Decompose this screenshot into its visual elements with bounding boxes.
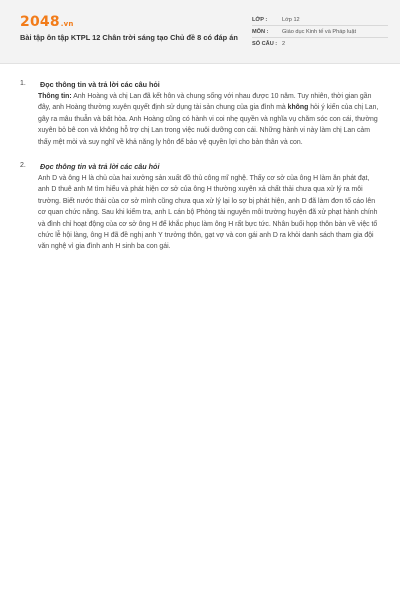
document-header [0, 0, 400, 64]
meta-row-subject [252, 26, 388, 38]
meta-row-question-count [252, 38, 388, 50]
info-bold-word: không [287, 104, 309, 112]
meta-value: Lớp 12 [282, 16, 300, 23]
question-number: 2. [20, 162, 26, 170]
info-text-part-1: Anh Hoàng và chị Lan đã kết hôn và chung sống với nhau được 10 năm. Tuy nhiên, thời gian gần đây, anh Hoàng thường xuyên quyết định sử dụng tài sản chung của gia đình mà [38, 93, 372, 112]
question-title: Đọc thông tin và trả lời các câu hỏi [40, 162, 160, 172]
info-label: Thông tin: [38, 93, 72, 100]
question-title: Đọc thông tin và trả lời các câu hỏi [40, 80, 160, 89]
document-title: Bài tập ôn tập KTPL 12 Chân trời sáng tạo Chủ đề 8 có đáp án [20, 33, 238, 42]
meta-row-grade [252, 14, 388, 26]
logo-suffix: .vn [60, 20, 74, 28]
meta-key: LỚP : [252, 16, 268, 23]
logo-text: 2048 [20, 14, 60, 30]
question-number: 1. [20, 80, 26, 87]
question-1 [20, 80, 382, 148]
question-2 [20, 162, 382, 253]
meta-table [252, 14, 388, 50]
question-text [38, 91, 382, 148]
site-logo[interactable] [20, 14, 74, 30]
meta-key: MÔN : [252, 28, 269, 35]
document-content [20, 80, 382, 267]
meta-key: SỐ CÂU : [252, 41, 278, 47]
info-text-part-2: hỏi ý kiến của chị Lan, gây ra mâu thuẫn và bất hòa. Anh Hoàng cũng có hành vi coi nhẹ quyền và nghĩa vụ chăm sóc con cái, thường xuyên bỏ bê con và không hỗ trợ chị Lan trong việc nuôi dưỡng con cái. Những hành vi này làm chị Lan cảm thấy mệt mỏi và suy nghĩ về khả năng ly hôn để bảo vệ quyền lợi cho bản thân và con. [38, 104, 379, 146]
meta-value: Giáo dục Kinh tế và Pháp luật [282, 28, 357, 35]
question-text: Anh D và ông H là chủ của hai xưởng sản xuất đồ thủ công mĩ nghệ. Thấy cơ sở của ông H làm ăn phát đạt, anh D thuê anh M tìm hiểu và phát hiện cơ sở của ông H thường xuyên xả chất thải chưa qua xử lý ra môi trường. Biết nước thải của cơ sở mình cũng chưa qua xử lý lại lo sợ bị phát hiện, anh D đã làm đơn tố cáo lên cơ quan chức năng. Sau khi kiểm tra, anh L cán bộ Phòng tài nguyên môi trường huyện đã xử phạt hành chính và đình chỉ hoạt động của cơ sở ông H để khắc phục làm ông H rất bực tức. Nhân buổi họp thôn bàn về việc tổ chức lễ hội làng, ông H đã đề nghị anh Y trưởng thôn, gạt vợ và con gái anh D ra khỏi danh sách tham gia đội văn nghệ vì gia đình anh H sinh ba con gái. [38, 175, 378, 251]
meta-value: 2 [282, 41, 286, 47]
